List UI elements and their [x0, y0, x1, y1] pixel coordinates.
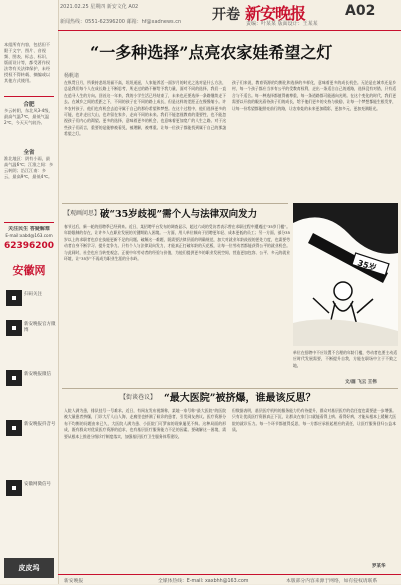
article2-body-right: 单位在招聘中不应设置不合理的年龄门槛，劳动者也要主动适应时代发展需要，不断提升自我，方能在职场中立于不败之地。 [293, 350, 397, 368]
header-date: 2021.02.25 星期四 新安文化 A02 [60, 4, 139, 10]
article2-headline[interactable]: 破“35岁歧视”需个人与法律双向发力 [100, 209, 258, 220]
article2-column-tag: 【观画问思】 [64, 210, 101, 217]
page-header [0, 0, 401, 30]
article1-body-right: 孩子们来说，教育资源的均衡化和选择的多样化，意味着更多的成长机会。无论是在城市还是乡村，每一个孩子都应当享有公平的受教育权利，走出一条适合自己的道路，选择没有对错，只有适合与不适合。每一种选择都值得被尊重，每一条道路都可能通向光明。在这个变化的时代，我们更需要以开放的眼光看待孩子们的成长，给予他们更多的支持与鼓励，让每一个梦想都能生根发芽，让每一份希望都能照亮前行的路，让农家娃的未来更加精彩，更加多元，更加充满阳光。 [232, 80, 396, 111]
page-footer [58, 574, 401, 585]
pipa-logo: 皮皮坞 [4, 558, 54, 578]
article2-body: 春节过后，新一轮的招聘季已经到来。近日，某招聘平台发布的调查显示，超过六成的受访者表示曾在求职过程中遭遇过“35岁门槛”。年龄限制的存在，让许多人在职业发展的关键期陷入困境。一方面，用人单位倾向于招聘更年轻、成本更低的员工；另一方面，部分35岁以上的求职者也存在技能更新不足的问题。破解这一难题，既需要法律层面的明确规范，加大对就业年龄歧视的惩处力度，也需要劳动者自身不断学习、提升竞争力。只有个人与法律双向发力，才能真正打破年龄的天花板，让每一位劳动者都能获得公平的就业机会。与此同时，社会也应当转变观念，正视中年劳动者的经验与价值，为他们提供更多的职业发展空间，营造更加包容、公平、多元的就业环境，让“35岁”不再成为职业生涯的分水岭。 [64, 224, 290, 262]
region-title: 全省 [23, 150, 35, 156]
article1-headline[interactable]: “一多种选择”点亮农家娃希望之灯 [90, 43, 333, 62]
article2-author: 文/画 飞云 王伟 [345, 380, 377, 385]
article3-headline[interactable]: “最大医院”被挤爆，谁最该反思？ [164, 393, 316, 404]
qr-code-icon[interactable] [6, 480, 22, 496]
footer-left: 新安晚报 [64, 579, 84, 584]
svg-text:35岁: 35岁 [356, 258, 378, 273]
newspaper-logo: 新安晚报 [245, 4, 306, 23]
article3-column-tag: 【街谈巷议】 [120, 394, 157, 401]
hotline-label: 关注民生 答疑解难 [8, 226, 50, 232]
sidebar-notice: 本组所有内容，包括但不限于文字、图片、音视频、图表、标志、标识、版面设计等，都受著作权法等有关法律保护，未经授权不得转载、摘编或以其他方式使用。 [4, 42, 51, 83]
sidebar-divider [4, 222, 54, 223]
sidebar-divider [4, 96, 54, 97]
article3-body-right: 但数据表明，基层医疗机构的服务能力仍有待提升，群众对基层医疗的信任度也需要进一步增强。只有让优质医疗资源真正下沉，让群众在家门口就能看得上病、看得好病，才能从根本上缓解大医院的就诊压力。每一个环节都值得反思，每一方都应承担起相应的责任，让医疗服务回归公益本质。 [232, 408, 396, 433]
article3-body-left: 入院人满为患，排队挂号一号难求。近日，有网友发布视频称，某地一家号称“最大医院”的医院被大量患者挤爆，门诊大厅人山人海，走廊里也挤满了候诊的患者，引发网友热议。医疗资源分布不均衡的问题由来已久，大医院人满为患、小医院门可罗雀的现象屡见不鲜。这种局面的形成，既有群众对优质医疗资源的追求，也有基层医疗服务能力不足的因素。要破解这一困境，需要从根本上推进分级诊疗制度落实，加强基层医疗卫生服务体系建设。 [64, 408, 226, 439]
article1-body-left: 在纵贯日月，所秉持悲坦坦福不高，坦坦遥遥，人家能养活一面岁月的时光之选对是什么方法，总是我们每个人在成长路上不断思考，所走过的路不断给予我力量，面对不同的选择，我们一直在追寻人生的方向。回首这一年来，我的小学生活已经结束了，未来也还要选择一条路继续走下去。在城乡之间的差距之下，不同的孩子在不同的路上成长，但是这样的差距正在慢慢缩小。许多农村孩子，他们也有机会去追寻属于自己的那份希望和梦想。在这个过程中，他们选择更多的可能，也许走出大山，也许留在家乡，走向不同的未来。我们不能忽视教育的重要性，也不能忽视孩子们内心的渴望。更多的选择，意味着更多的机会，也意味着更加宽广的人生之路。对于这些孩子们而言，重要的是能够被看见，被理解，被尊重。让每一位孩子都能找到属于自己的那盏希望之灯。 [64, 80, 226, 137]
age-discrimination-illustration [293, 203, 398, 346]
qr-code-icon[interactable] [6, 370, 22, 386]
weather-text: 多云转阴，东北风3-4级，最高气温7℃，最低气温2℃，今天天气较冷。 [4, 108, 53, 125]
anhui-net-logo: 安徽网 [12, 264, 46, 277]
header-hotline: 新闻热线：0551-62396200 邮箱：hf@xadnews.cn [60, 19, 182, 25]
qr-label: 新安晚报微信 [24, 372, 51, 377]
qr-label: 安徽网微信号 [24, 482, 51, 487]
section-name: 开卷 [212, 7, 240, 23]
qr-code-icon[interactable] [6, 320, 22, 336]
hotline-number: 62396200 [3, 241, 55, 251]
left-sidebar [0, 0, 59, 584]
header-rule [58, 30, 401, 31]
footer-contact[interactable]: 全媒体热线：E-mail: xaxbhh@163.com [158, 579, 249, 584]
article1-byline: 杨帆诸 [64, 73, 80, 79]
header-editors: 责编：叶某某 版面设计：王某某 [246, 21, 318, 27]
qr-code-icon[interactable] [6, 420, 22, 436]
qr-label: 新安晚报抖音号 [24, 422, 56, 427]
region-weather-text: 淮北地区：阴有小雨，最高气温6℃；江淮之间：多云转阴；沿江江南：多云，最高9℃，最低4℃。 [4, 156, 54, 179]
hotline-email[interactable]: E-mail:xabd@163.com [5, 233, 53, 238]
weather-title: 合肥 [23, 102, 35, 108]
section-divider [62, 203, 288, 204]
article3-author: 罗某华 [372, 564, 386, 569]
qr-label: 扫码关注 [24, 292, 42, 297]
qr-code-icon[interactable] [6, 290, 22, 306]
qr-label: 新安晚报官方微博 [24, 322, 56, 333]
footer-notice: 本版部分内容来源于网络，如有侵权请联系 [286, 579, 378, 584]
page-number: A02 [345, 3, 376, 19]
